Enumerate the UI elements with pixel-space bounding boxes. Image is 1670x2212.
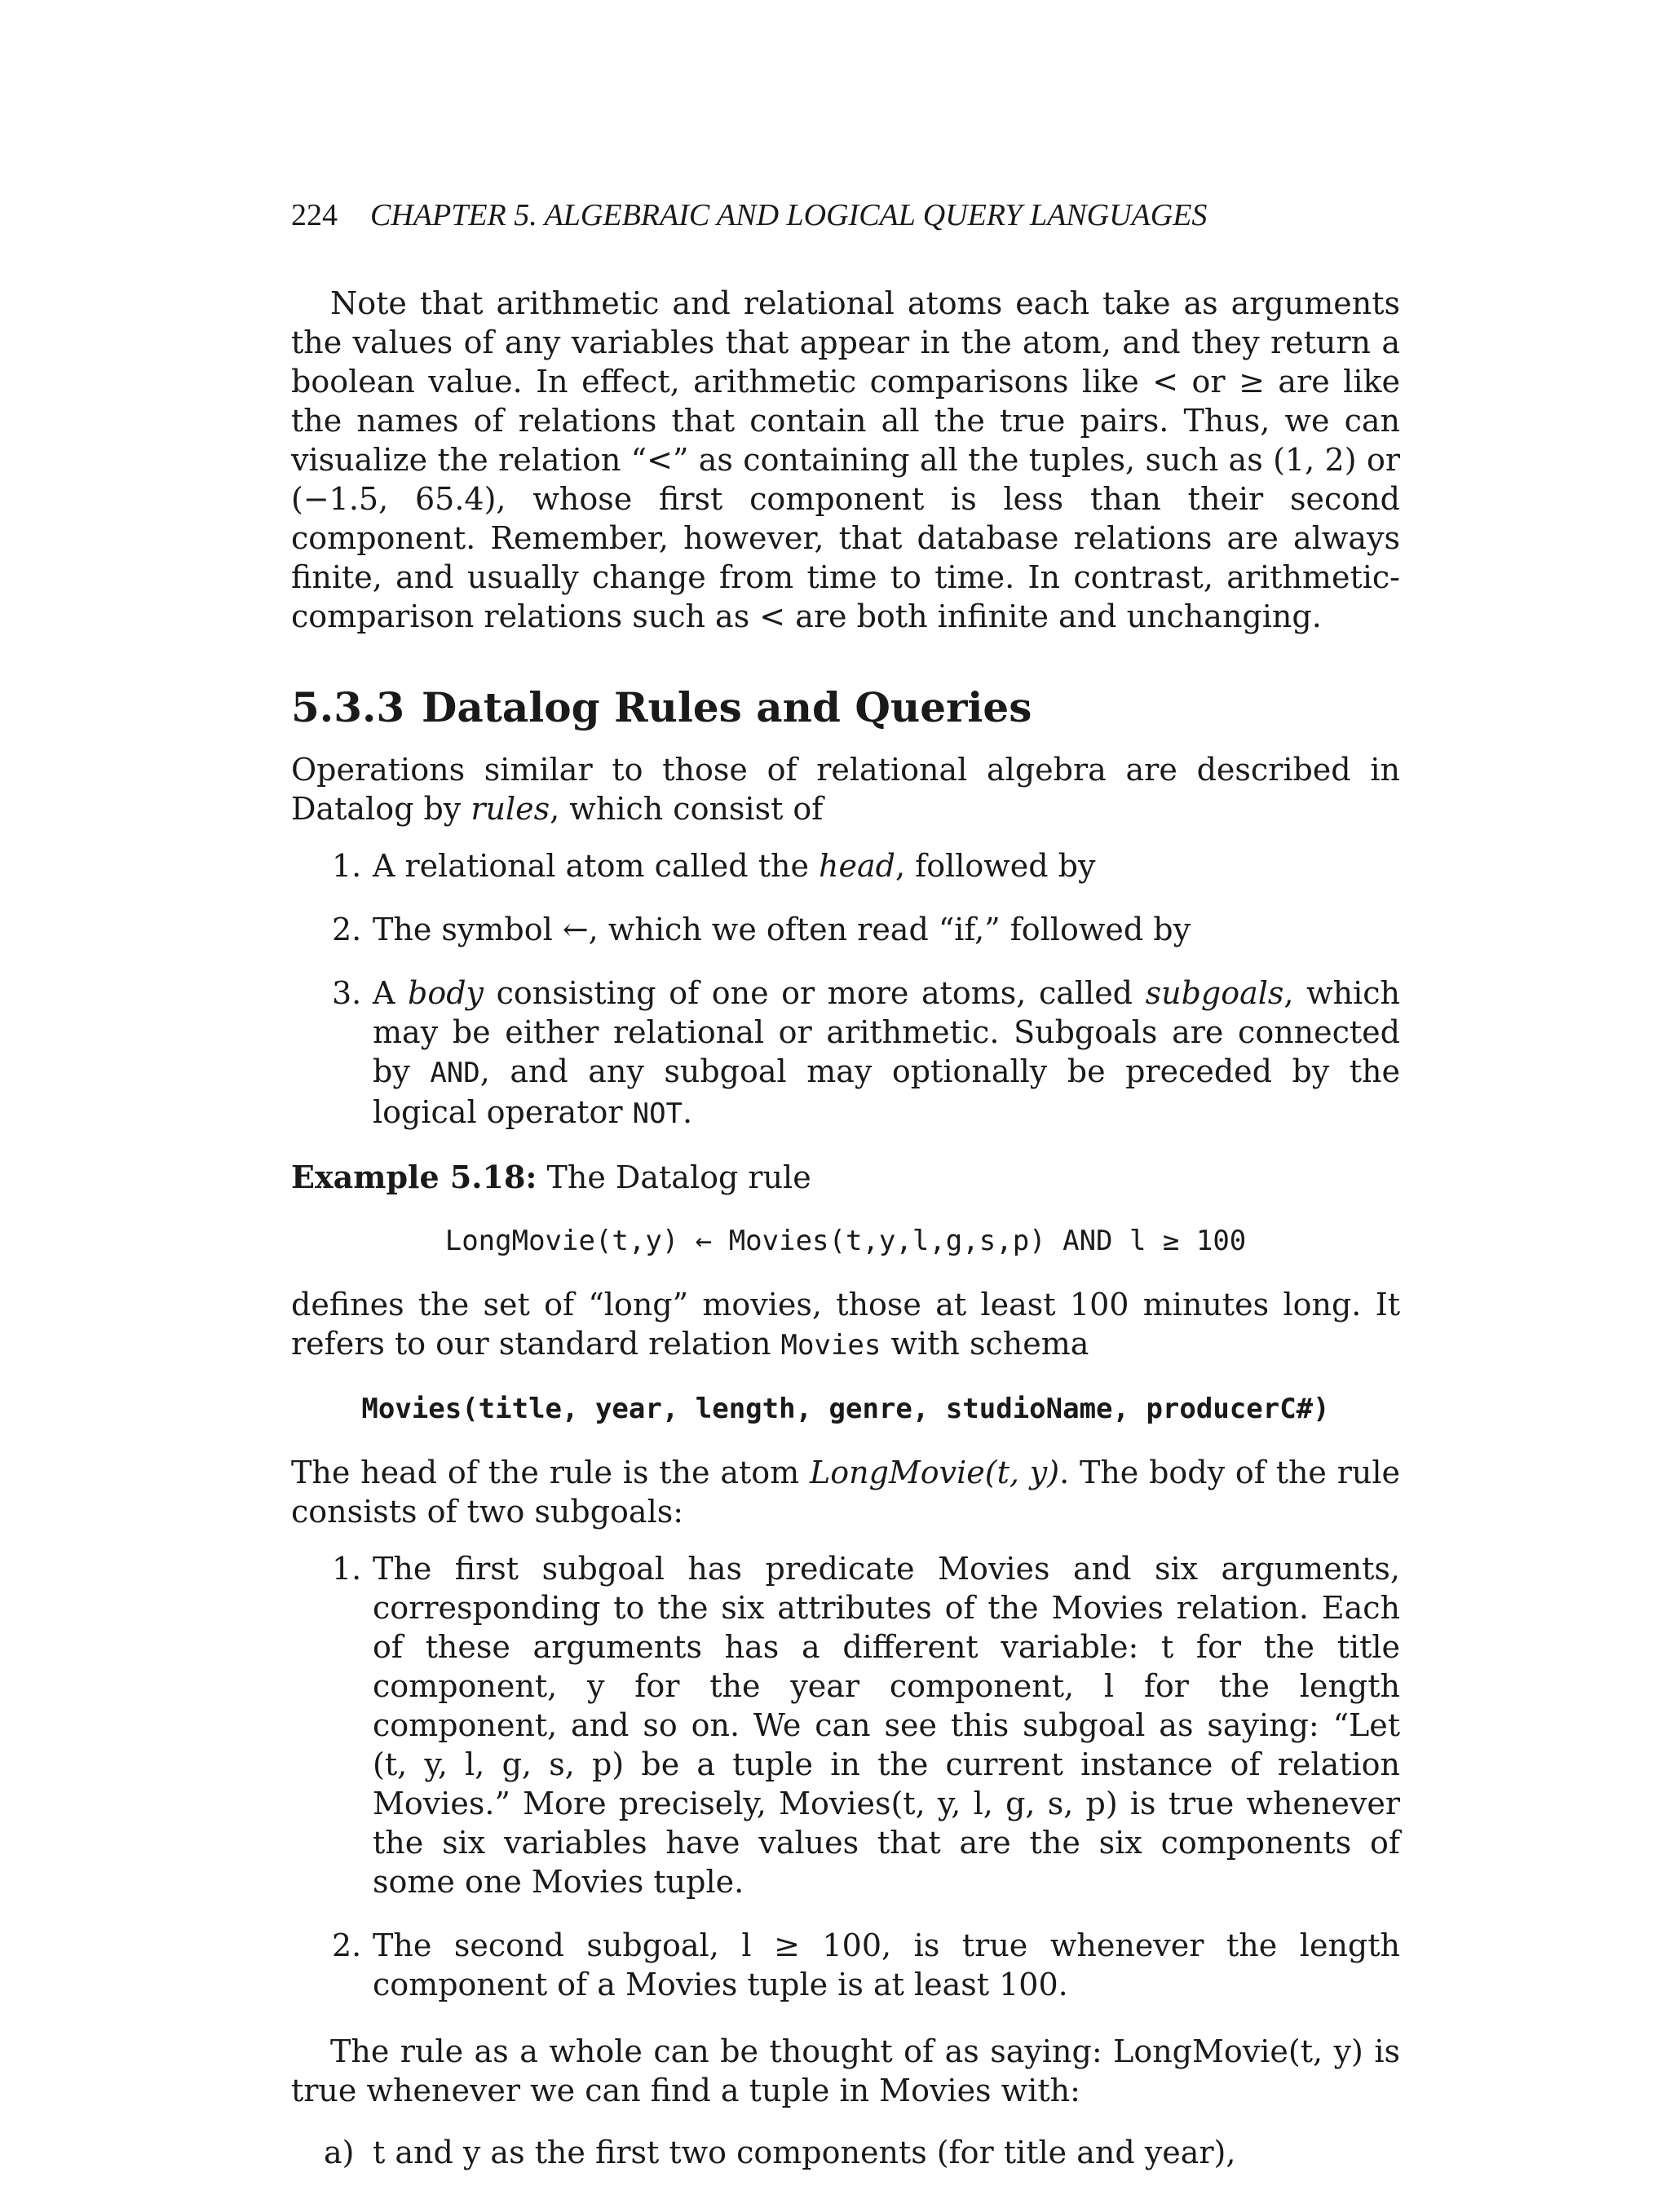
example-label: Example 5.18: <box>291 1159 537 1195</box>
term-rules: rules <box>471 791 550 827</box>
section-heading <box>291 683 1400 732</box>
example-text: The head of the rule is the atom <box>291 1455 810 1490</box>
example-text: . The body of the rule consists of two subgoals: <box>291 1455 1401 1530</box>
conditions-list <box>291 2133 1400 2172</box>
list-text: . <box>683 1094 693 1130</box>
list-marker: 1. <box>332 1551 362 1587</box>
example-explanation <box>291 1285 1400 1365</box>
head-sentence <box>291 1453 1400 1531</box>
list-marker: 2. <box>332 912 362 947</box>
list-text: The second subgoal, l ≥ 100, is true whenever the length component of a Movies tuple is at least 100. <box>373 1927 1400 2002</box>
section-intro-text-end: , which consist of <box>550 791 824 827</box>
datalog-rule: LongMovie(t,y) ← Movies(t,y,l,g,s,p) AND l ≥ 100 <box>444 1225 1247 1257</box>
list-item <box>291 974 1400 1133</box>
list-item <box>291 910 1400 949</box>
list-item <box>291 1926 1400 2004</box>
list-item <box>291 2133 1400 2172</box>
code-not: NOT <box>632 1097 683 1130</box>
list-text: , which may be either relational or arithmetic. Subgoals are connected by <box>373 975 1400 1089</box>
page-number: 224 <box>291 198 338 232</box>
running-head <box>291 196 1400 245</box>
list-text: The symbol ←, which we often read “if,” followed by <box>373 912 1191 947</box>
list-marker: 2. <box>332 1927 362 1963</box>
list-marker: 3. <box>332 975 362 1011</box>
list-text: The first subgoal has predicate Movies and six arguments, corresponding to the six attributes of the Movies relation. Each of these arguments has a different variable: t for the title component, y for the year component, l for the length component, and so on. We can see this subgoal as saying: “Let (t, y, l, g, s, p) be a tuple in the current instance of relation Movies.” More precisely, Movies(t, y, l, g, s, p) is true whenever the six variables have values that are the six components of some one Movies tuple. <box>373 1551 1400 1900</box>
section-title: Datalog Rules and Queries <box>422 683 1032 731</box>
list-text: , followed by <box>895 848 1096 884</box>
page <box>291 196 1400 2172</box>
movies-schema: Movies(title, year, length, genre, studioName, producerC#) <box>361 1393 1330 1425</box>
list-text: t and y as the first two components (for title and year), <box>373 2135 1236 2170</box>
list-marker: 1. <box>332 848 362 884</box>
rule-parts-list <box>291 846 1400 1133</box>
example-lead-text: The Datalog rule <box>537 1159 811 1195</box>
chapter-title: CHAPTER 5. ALGEBRAIC AND LOGICAL QUERY LANGUAGES <box>370 198 1208 232</box>
term-subgoals: subgoals <box>1145 975 1284 1011</box>
section-intro <box>291 750 1400 828</box>
list-item <box>291 846 1400 885</box>
code-and: AND <box>430 1057 480 1089</box>
list-marker: a) <box>324 2135 355 2170</box>
example-text: with schema <box>881 1326 1089 1362</box>
intro-paragraph: Note that arithmetic and relational atoms each take as arguments the values of any variables that appear in the atom, and they return a boolean value. In effect, arithmetic comparisons like < or ≥ are like the names of relations that contain all the true pairs. Thus, we can visualize the relation “<” as containing all the tuples, such as (1, 2) or (−1.5, 65.4), whose first component is less than their second component. Remember, however, that database relations are always finite, and usually change from time to time. In contrast, arithmetic-comparison relations such as < are both infinite and unchanging. <box>291 285 1400 634</box>
list-text: , and any subgoal may optionally be preceded by the logical operator <box>373 1053 1401 1130</box>
closing-paragraph: The rule as a whole can be thought of as saying: LongMovie(t, y) is true whenever we can find a tuple in Movies with: <box>291 2033 1400 2108</box>
term-head: head <box>819 848 895 884</box>
list-text: A relational atom called the <box>373 848 820 884</box>
list-text: consisting of one or more atoms, called <box>484 975 1146 1011</box>
code-movies: Movies <box>780 1329 881 1362</box>
term-body: body <box>408 975 484 1011</box>
example-lead <box>291 1158 1400 1197</box>
section-intro-text: Operations similar to those of relational algebra are described in Datalog by <box>291 752 1400 827</box>
head-atom: LongMovie(t, y) <box>809 1455 1060 1490</box>
section-number: 5.3.3 <box>291 683 405 731</box>
list-item <box>291 1549 1400 1901</box>
example-text: defines the set of “long” movies, those at least 100 minutes long. It refers to our standard relation <box>291 1287 1400 1362</box>
subgoals-list <box>291 1549 1400 2004</box>
list-text: A <box>373 975 409 1011</box>
